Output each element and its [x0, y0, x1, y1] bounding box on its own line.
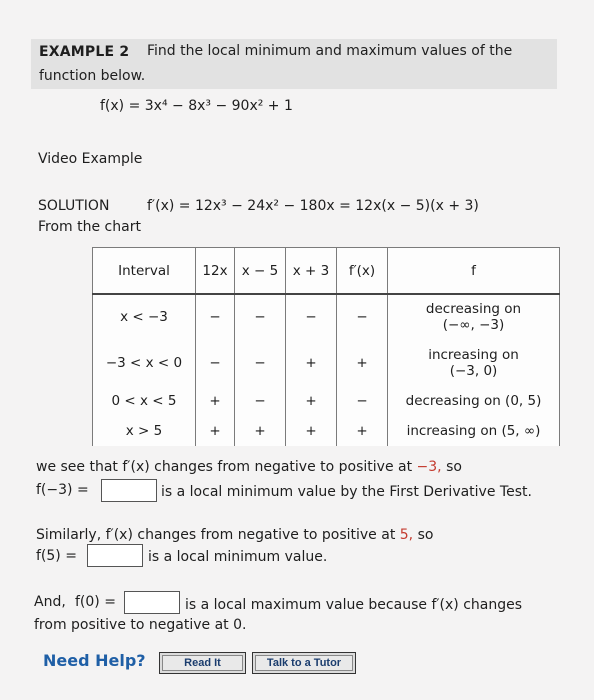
talk-to-tutor-button[interactable]: [252, 652, 356, 674]
behavior-line-1: decreasing on: [425, 301, 522, 317]
header-fprime: f′(x): [337, 248, 388, 295]
cell-sign: +: [286, 386, 337, 416]
prompt-line-2: function below.: [39, 68, 146, 84]
read-it-button[interactable]: [159, 652, 246, 674]
p2-text-a: Similarly,: [36, 527, 102, 543]
cell-sign: −: [337, 294, 388, 339]
cell-interval: x < −3: [93, 294, 196, 339]
p3-f0-label: f(0) =: [75, 594, 116, 610]
p2-f5-label: f(5) =: [36, 548, 77, 564]
header-x-plus-3: x + 3: [286, 248, 337, 295]
cell-behavior: [388, 294, 560, 339]
p3-fprime: f′(x): [431, 597, 459, 613]
p1-text-d: so: [446, 459, 462, 475]
cell-sign: −: [337, 386, 388, 416]
cell-sign: +: [337, 416, 388, 446]
cell-sign: +: [235, 416, 286, 446]
cell-interval: x > 5: [93, 416, 196, 446]
prompt-line-1: Find the local minimum and maximum values of the: [147, 43, 513, 59]
p1-critical-value: −3,: [416, 459, 442, 475]
table-row: [93, 294, 560, 339]
video-example-link[interactable]: Video Example: [38, 151, 143, 167]
cell-interval: 0 < x < 5: [93, 386, 196, 416]
behavior-line-1: increasing on: [428, 346, 519, 363]
need-help-label: Need Help?: [43, 651, 146, 670]
header-interval: Interval: [93, 248, 196, 295]
cell-sign: −: [286, 294, 337, 339]
function-expression: f(x) = 3x⁴ − 8x³ − 90x² + 1: [100, 98, 293, 114]
f-minus3-answer-input[interactable]: [101, 479, 157, 502]
solution-label: SOLUTION: [38, 198, 110, 214]
cell-sign: +: [337, 339, 388, 386]
cell-sign: +: [196, 386, 235, 416]
p2-fprime: f′(x): [105, 527, 133, 543]
behavior-line-2: (−3, 0): [449, 362, 498, 379]
talk-to-tutor-label: Talk to a Tutor: [255, 655, 353, 671]
header-f: f: [388, 248, 560, 295]
p3-text-c: is a local maximum value because: [185, 597, 427, 613]
from-chart-text: From the chart: [38, 219, 141, 235]
p2-critical-value: 5,: [399, 527, 414, 543]
cell-behavior: increasing on (5, ∞): [388, 416, 560, 446]
p1-text-c: changes from negative to positive at: [154, 459, 413, 475]
derivative-expression: f′(x) = 12x³ − 24x² − 180x = 12x(x − 5)(x + 3): [147, 198, 479, 214]
cell-sign: +: [286, 416, 337, 446]
p2-text-c: changes from negative to positive at: [137, 527, 396, 543]
sign-chart-table: [92, 247, 560, 446]
p1-line-1: [36, 459, 462, 475]
p1-text-a: we see that: [36, 459, 118, 475]
p2-line-2-text: is a local minimum value.: [148, 549, 328, 565]
cell-sign: +: [196, 416, 235, 446]
table-row: [93, 339, 560, 386]
table-row: [93, 386, 560, 416]
cell-behavior: [388, 339, 560, 386]
p3-line-1-rest: [185, 597, 522, 613]
p1-line-2-text: is a local minimum value by the First Derivative Test.: [161, 484, 532, 500]
header-12x: 12x: [196, 248, 235, 295]
behavior-line-2: (−∞, −3): [442, 317, 505, 333]
example-label: EXAMPLE 2: [39, 44, 130, 60]
p2-line-1: [36, 527, 433, 543]
cell-sign: +: [286, 339, 337, 386]
read-it-label: Read It: [162, 655, 243, 671]
p1-f-minus3-label: f(−3) =: [36, 482, 89, 498]
p3-text-e: changes: [463, 597, 523, 613]
f0-answer-input[interactable]: [124, 591, 180, 614]
table-row: [93, 416, 560, 446]
cell-interval: −3 < x < 0: [93, 339, 196, 386]
cell-sign: −: [235, 339, 286, 386]
table-header-row: [93, 248, 560, 295]
p3-line-2: from positive to negative at 0.: [34, 617, 247, 633]
cell-sign: −: [235, 294, 286, 339]
header-x-minus-5: x − 5: [235, 248, 286, 295]
p1-fprime: f′(x): [122, 459, 150, 475]
cell-sign: −: [196, 294, 235, 339]
cell-behavior: decreasing on (0, 5): [388, 386, 560, 416]
f5-answer-input[interactable]: [87, 544, 143, 567]
p2-text-d: so: [417, 527, 434, 543]
cell-sign: −: [196, 339, 235, 386]
p3-and: And,: [34, 594, 66, 610]
cell-sign: −: [235, 386, 286, 416]
